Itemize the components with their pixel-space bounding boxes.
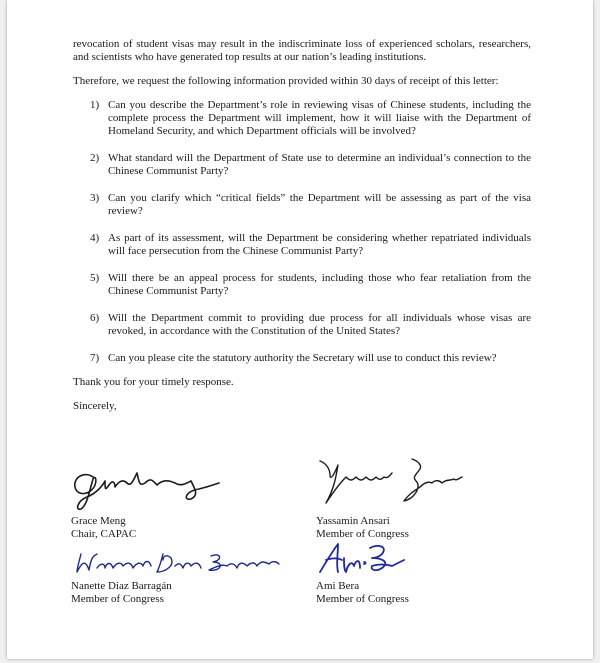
question-number: 5)	[90, 272, 100, 284]
signer-title: Member of Congress	[316, 593, 409, 605]
signer-title: Member of Congress	[316, 528, 409, 540]
signer-name: Ami Bera	[316, 580, 360, 592]
document-page	[7, 0, 593, 659]
question-text: As part of its assessment, will the Department be considering whether repatriated individuals will face persecution from the Chinese Communist Party?	[108, 232, 531, 257]
question-text: Can you clarify which “critical fields” the Department will be assessing as part of the visa review?	[108, 192, 531, 217]
question-item	[73, 192, 531, 218]
question-item	[73, 152, 531, 178]
signer-name: Yassamin Ansari	[316, 515, 390, 527]
signature-block-meng	[71, 455, 231, 541]
question-number: 6)	[90, 312, 100, 324]
question-item	[73, 232, 531, 258]
question-text: What standard will the Department of State use to determine an individual’s connection to the Chinese Communist Party?	[108, 152, 531, 177]
signer-title: Member of Congress	[71, 593, 164, 605]
question-item	[73, 272, 531, 298]
signature-meng-graphic	[71, 455, 231, 515]
signature-block-bera	[316, 560, 409, 606]
closing-line: Sincerely,	[73, 400, 117, 412]
question-number: 7)	[90, 352, 100, 364]
signer-name: Nanette Diaz Barragán	[71, 580, 172, 592]
question-item	[73, 312, 531, 338]
signature-ansari-graphic	[316, 455, 476, 515]
thanks-line: Thank you for your timely response.	[73, 376, 234, 388]
question-text: Will the Department commit to providing due process for all individuals whose visas are revoked, in accordance with the Constitution of the United States?	[108, 312, 531, 337]
signer-title: Chair, CAPAC	[71, 528, 137, 540]
question-text: Can you please cite the statutory authority the Secretary will use to conduct this review?	[108, 352, 497, 364]
question-item	[73, 352, 531, 365]
signature-barragan-graphic	[71, 548, 281, 578]
question-text: Will there be an appeal process for students, including those who fear retaliation from the Chinese Communist Party?	[108, 272, 531, 297]
question-list	[73, 99, 531, 365]
letter-body	[73, 38, 531, 413]
intro-paragraph: revocation of student visas may result in the indiscriminate loss of experienced scholars, researchers, and scientists who have generated top results at our nation’s leading institutions.	[73, 38, 531, 63]
question-item	[73, 99, 531, 138]
question-number: 4)	[90, 232, 100, 244]
request-paragraph: Therefore, we request the following information provided within 30 days of receipt of this letter:	[73, 75, 499, 87]
question-number: 1)	[90, 99, 100, 111]
question-text: Can you describe the Department’s role in reviewing visas of Chinese students, including the complete process the Department will implement, how it will liaise with the Department of Homeland Security, and which Department officials will be involved?	[108, 99, 531, 137]
signature-bera-graphic	[316, 540, 406, 578]
signature-block-ansari	[316, 455, 476, 541]
question-number: 3)	[90, 192, 100, 204]
signer-name: Grace Meng	[71, 515, 126, 527]
signature-block-barragan	[71, 560, 281, 606]
question-number: 2)	[90, 152, 100, 164]
